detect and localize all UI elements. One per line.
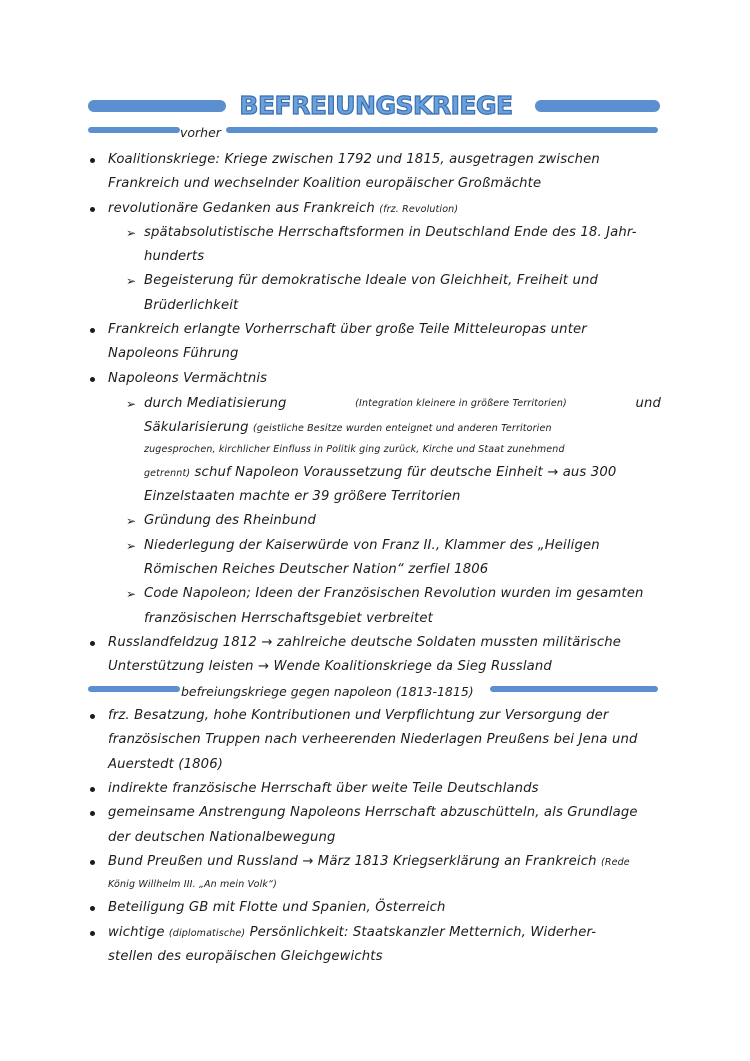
text-line: Unterstützung leisten → Wende Koalitionskriege da Sieg Russland [108, 659, 552, 674]
section-label: vorher [180, 125, 221, 140]
text-line: Einzelstaaten machte er 39 größere Territorien [144, 489, 461, 504]
text-line: indirekte französische Herrschaft über weite Teile Deutschlands [108, 781, 539, 796]
arrow-bullet-icon: ➢ [126, 274, 137, 288]
text-line: stellen des europäischen Gleichgewichts [108, 949, 383, 964]
text-line: Begeisterung für demokratische Ideale von Gleichheit, Freiheit und [144, 273, 599, 288]
text-span: Säkularisierung [144, 420, 249, 435]
bullet [90, 931, 95, 936]
text-line: spätabsolutistische Herrschaftsformen in Deutschland Ende des 18. Jahr- [144, 225, 637, 240]
text-span: Bund Preußen und Russland → März 1813 Kriegserklärung an Frankreich [108, 854, 597, 869]
arrow-bullet-icon: ➢ [126, 514, 137, 528]
text-line: gemeinsame Anstrengung Napoleons Herrschaft abzuschütteln, als Grundlage [108, 805, 638, 820]
bullet [90, 811, 95, 816]
text-line: Napoleons Vermächtnis [108, 371, 268, 386]
section-bar-left [88, 127, 180, 133]
arrow-bullet-icon: ➢ [126, 539, 137, 553]
text-span-small: (geistliche Besitze wurden enteignet und anderen Territorien [253, 423, 552, 434]
text-line: Frankreich und wechselnder Koalition europäischer Großmächte [108, 176, 542, 191]
title-row [88, 88, 660, 124]
arrow-bullet-icon: ➢ [126, 587, 137, 601]
text-line: Römischen Reiches Deutscher Nation“ zerfiel 1806 [144, 562, 489, 577]
text-line-small: zugesprochen, kirchlicher Einfluss in Politik ging zurück, Kirche und Staat zunehmend [144, 444, 565, 455]
text-line: französischen Truppen nach verheerenden Niederlagen Preußens bei Jena und [108, 732, 638, 747]
text-line [108, 200, 458, 219]
section-bar-right [490, 686, 658, 692]
text-line [108, 924, 596, 943]
text-line [108, 853, 630, 872]
text-line: der deutschen Nationalbewegung [108, 830, 336, 845]
text-span: und [635, 396, 661, 411]
text-span-small: (frz. Revolution) [379, 204, 459, 215]
bullet [90, 787, 95, 792]
text-line: französischen Herrschaftsgebiet verbreitet [144, 611, 433, 626]
bullet [90, 207, 95, 212]
text-line [108, 151, 661, 169]
section-label: befreiungskriege gegen napoleon (1813-1815) [181, 684, 474, 699]
text-span: wichtige [108, 925, 165, 940]
title-bar-left [88, 100, 226, 112]
bullet [90, 641, 95, 646]
bullet [90, 860, 95, 865]
text-line-small: König Willhelm III. „An mein Volk“) [108, 879, 277, 890]
arrow-bullet-icon: ➢ [126, 226, 137, 240]
text-line: Gründung des Rheinbund [144, 513, 316, 528]
text-line [144, 395, 661, 413]
text-span: schuf Napoleon Voraussetzung für deutsche Einheit → aus 300 [194, 465, 617, 480]
title-bar-right [535, 100, 660, 112]
bullet [90, 377, 95, 382]
text-line [144, 419, 552, 438]
text-span: revolutionäre Gedanken aus Frankreich [108, 201, 375, 216]
bullet [90, 158, 95, 163]
section-header-vorher [88, 124, 660, 146]
text-line: Napoleons Führung [108, 346, 239, 361]
section-header-befreiungskriege [88, 683, 660, 705]
text-span: Koalitionskriege: Kriege zwischen 1792 und 1815, ausgetragen zwischen [108, 152, 600, 167]
text-span: durch Mediatisierung [144, 396, 287, 411]
text-line [144, 464, 616, 483]
section-bar-left [88, 686, 180, 692]
page-title: BEFREIUNGSKRIEGE [239, 91, 513, 120]
text-line: hunderts [144, 249, 205, 264]
text-line: Auerstedt (1806) [108, 757, 224, 772]
text-line: Code Napoleon; Ideen der Französischen Revolution wurden im gesamten [144, 586, 644, 601]
text-span-small: (diplomatische) [168, 928, 246, 939]
text-line: Brüderlichkeit [144, 298, 239, 313]
text-line: frz. Besatzung, hohe Kontributionen und Verpflichtung zur Versorgung der [108, 708, 609, 723]
bullet [90, 328, 95, 333]
text-span-small: (Rede [600, 857, 630, 868]
arrow-bullet-icon: ➢ [126, 397, 137, 411]
text-line: Niederlegung der Kaiserwürde von Franz II., Klammer des „Heiligen [144, 538, 600, 553]
text-span-small: (Integration kleinere in größere Territorien) [355, 398, 567, 409]
text-span: Persönlichkeit: Staatskanzler Metternich, Widerher- [249, 925, 597, 940]
section-bar-right [226, 127, 658, 133]
text-line: Russlandfeldzug 1812 → zahlreiche deutsche Soldaten mussten militärische [108, 635, 622, 650]
bullet [90, 906, 95, 911]
text-line: Frankreich erlangte Vorherrschaft über große Teile Mitteleuropas unter [108, 322, 587, 337]
bullet [90, 714, 95, 719]
text-span-small: getrennt) [144, 468, 191, 479]
text-line: Beteiligung GB mit Flotte und Spanien, Österreich [108, 900, 446, 915]
